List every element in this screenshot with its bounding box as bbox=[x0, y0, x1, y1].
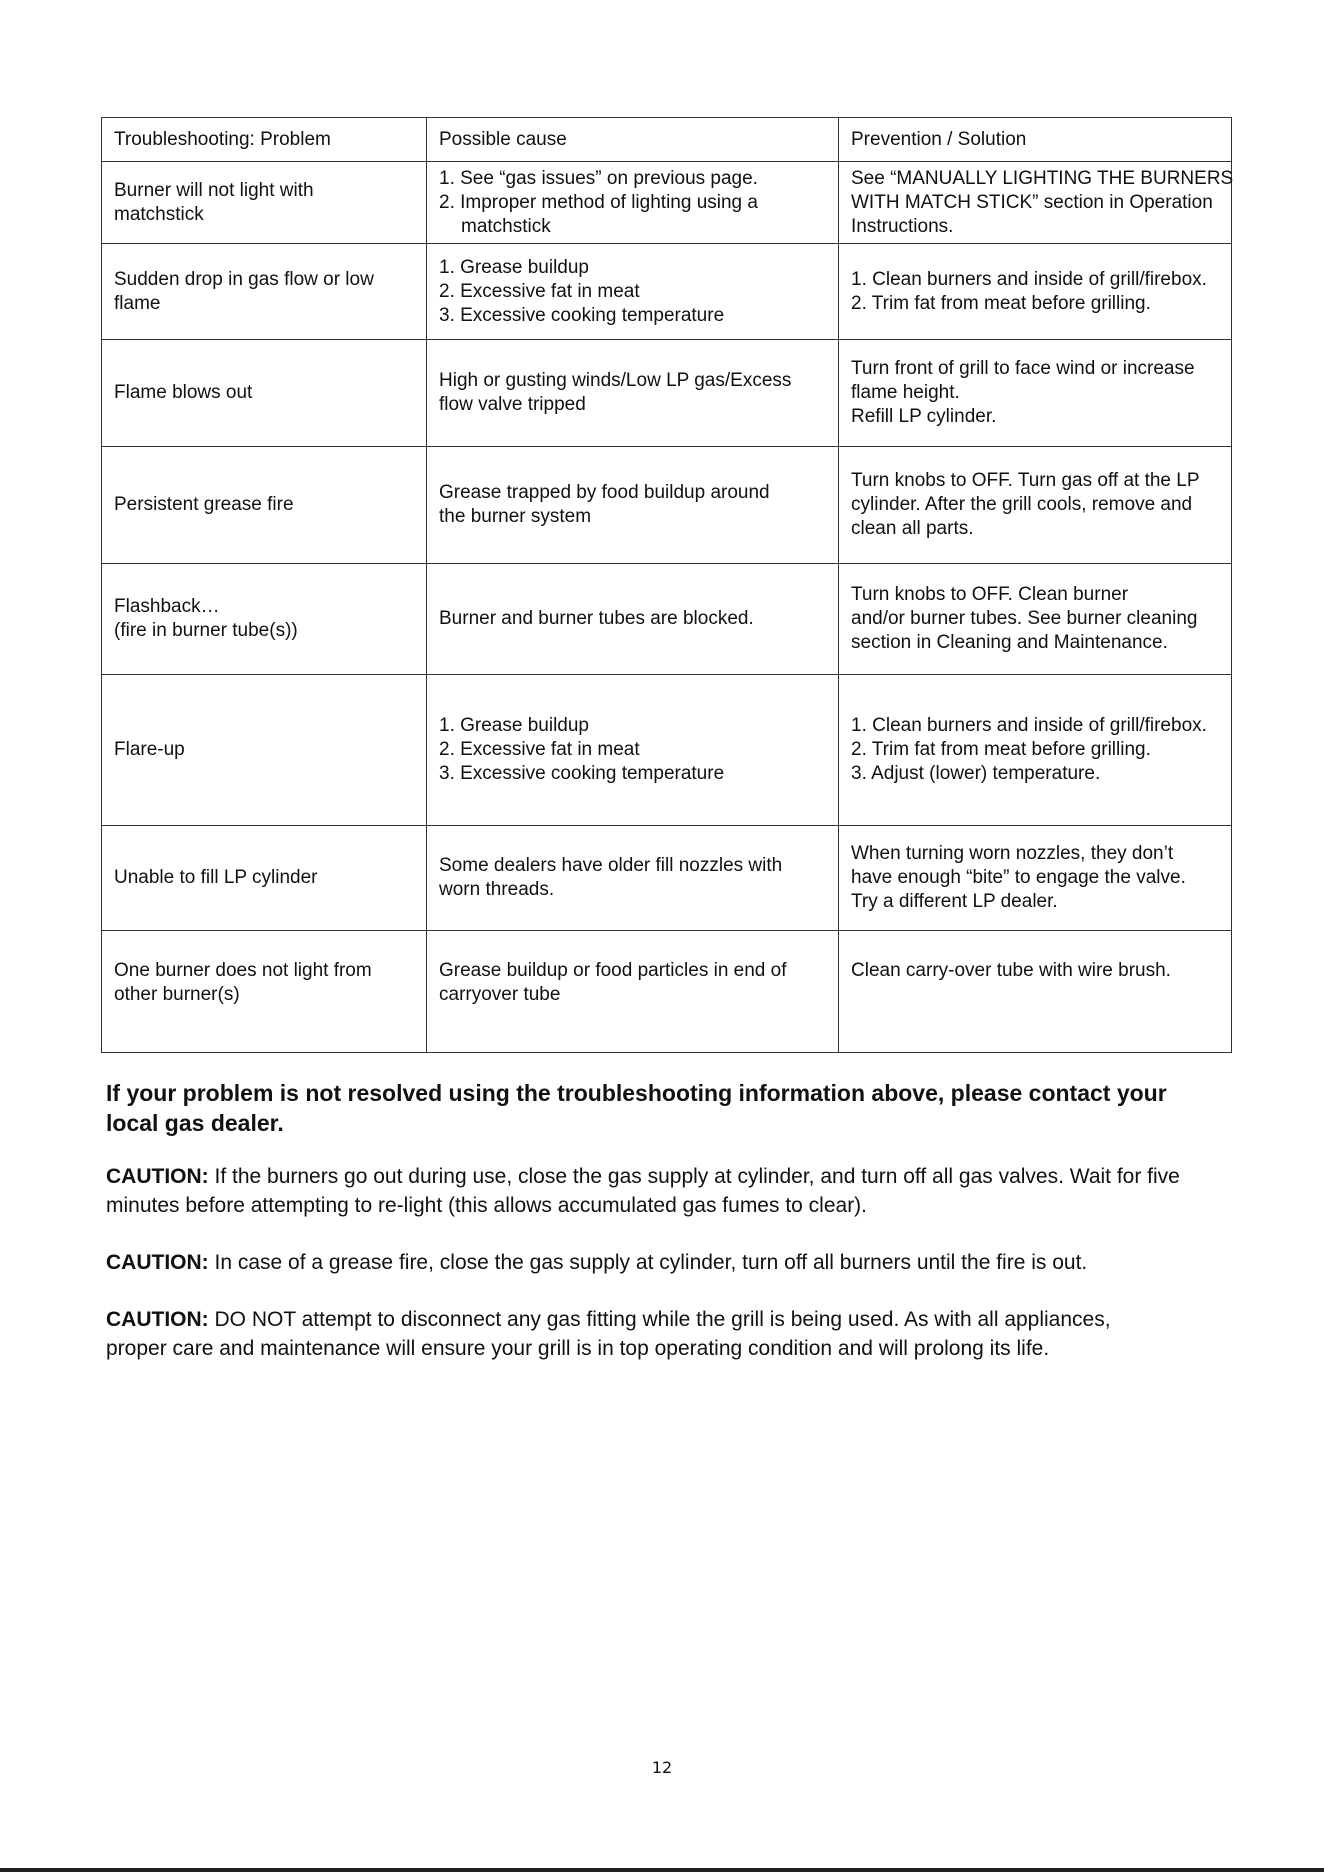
solution-cell: 1. Clean burners and inside of grill/firebox. 2. Trim fat from meat before grilling. 3. Adjust (lower) temperature. bbox=[839, 675, 1232, 826]
table-row bbox=[102, 675, 1232, 826]
solution-cell: 1. Clean burners and inside of grill/firebox. 2. Trim fat from meat before grilling. bbox=[839, 244, 1232, 340]
cause-cell: Grease buildup or food particles in end of carryover tube bbox=[427, 931, 839, 1053]
header-problem: Troubleshooting: Problem bbox=[102, 118, 427, 162]
solution-cell: Turn front of grill to face wind or increase flame height. Refill LP cylinder. bbox=[839, 340, 1232, 447]
solution-cell: See “MANUALLY LIGHTING THE BURNERS WITH MATCH STICK” section in Operation Instructions. bbox=[839, 162, 1232, 244]
page-number: 12 bbox=[651, 1758, 673, 1777]
solution-cell: Clean carry-over tube with wire brush. bbox=[839, 931, 1232, 1053]
caution-label: CAUTION: bbox=[106, 1251, 209, 1274]
problem-cell: Burner will not light with matchstick bbox=[102, 162, 427, 244]
caution-paragraph: CAUTION: DO NOT attempt to disconnect any gas fitting while the grill is being used. As with all appliances, proper care and maintenance will ensure your grill is in top operating condition and will prolong its life. bbox=[106, 1308, 1111, 1360]
problem-cell: One burner does not light from other burner(s) bbox=[102, 931, 427, 1053]
cause-cell: High or gusting winds/Low LP gas/Excess flow valve tripped bbox=[427, 340, 839, 447]
table-row bbox=[102, 244, 1232, 340]
header-solution: Prevention / Solution bbox=[839, 118, 1232, 162]
page-edge-divider bbox=[0, 1868, 1324, 1872]
table-row bbox=[102, 826, 1232, 931]
cause-cell: 1. See “gas issues” on previous page. 2. Improper method of lighting using a matchstick bbox=[427, 162, 839, 244]
solution-cell: Turn knobs to OFF. Clean burner and/or burner tubes. See burner cleaning section in Cleaning and Maintenance. bbox=[839, 564, 1232, 675]
cause-cell: 1. Grease buildup 2. Excessive fat in meat 3. Excessive cooking temperature bbox=[427, 244, 839, 340]
contact-dealer-notice: If your problem is not resolved using the troubleshooting information above, please contact your local gas dealer. bbox=[106, 1080, 1167, 1136]
notes-section bbox=[106, 1078, 1306, 1391]
caution-label: CAUTION: bbox=[106, 1308, 209, 1331]
caution-label: CAUTION: bbox=[106, 1165, 209, 1188]
table-row bbox=[102, 340, 1232, 447]
table-row bbox=[102, 564, 1232, 675]
troubleshooting-table bbox=[101, 117, 1232, 1053]
caution-paragraph: CAUTION: In case of a grease fire, close the gas supply at cylinder, turn off all burners until the fire is out. bbox=[106, 1251, 1088, 1274]
solution-cell: Turn knobs to OFF. Turn gas off at the LP cylinder. After the grill cools, remove and clean all parts. bbox=[839, 447, 1232, 564]
caution-paragraph: CAUTION: If the burners go out during use, close the gas supply at cylinder, and turn off all gas valves. Wait for five minutes before attempting to re-light (this allows accumulated gas fumes to clear). bbox=[106, 1165, 1180, 1217]
header-cause: Possible cause bbox=[427, 118, 839, 162]
problem-cell: Flame blows out bbox=[102, 340, 427, 447]
table-header-row bbox=[102, 118, 1232, 162]
table-row bbox=[102, 931, 1232, 1053]
problem-cell: Flare-up bbox=[102, 675, 427, 826]
solution-cell: When turning worn nozzles, they don’t have enough “bite” to engage the valve. Try a different LP dealer. bbox=[839, 826, 1232, 931]
table-row bbox=[102, 162, 1232, 244]
problem-cell: Sudden drop in gas flow or low flame bbox=[102, 244, 427, 340]
table-row bbox=[102, 447, 1232, 564]
cause-cell: 1. Grease buildup 2. Excessive fat in meat 3. Excessive cooking temperature bbox=[427, 675, 839, 826]
cause-cell: Grease trapped by food buildup around the burner system bbox=[427, 447, 839, 564]
cause-cell: Burner and burner tubes are blocked. bbox=[427, 564, 839, 675]
problem-cell: Flashback… (fire in burner tube(s)) bbox=[102, 564, 427, 675]
problem-cell: Persistent grease fire bbox=[102, 447, 427, 564]
problem-cell: Unable to fill LP cylinder bbox=[102, 826, 427, 931]
cause-cell: Some dealers have older fill nozzles with worn threads. bbox=[427, 826, 839, 931]
